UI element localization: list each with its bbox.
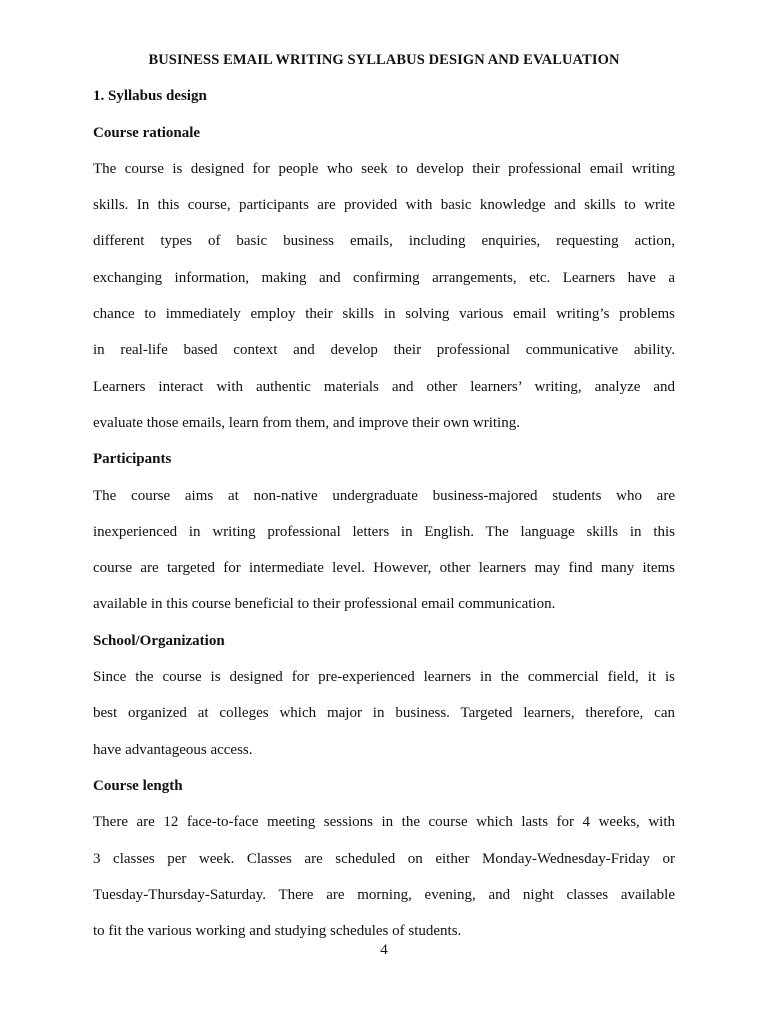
- paragraph-line: in real-life based context and develop their professional communicative ability.: [93, 342, 675, 359]
- paragraph: [93, 804, 675, 949]
- paragraph-line: Learners interact with authentic materials and other learners’ writing, analyze and: [93, 378, 675, 395]
- paragraph-line: evaluate those emails, learn from them, and improve their own writing.: [93, 414, 520, 431]
- page-number: 4: [380, 942, 388, 958]
- paragraph-line: The course aims at non-native undergraduate business-majored students who are: [93, 487, 675, 504]
- paragraph-line: course are targeted for intermediate level. However, other learners may find many items: [93, 560, 675, 577]
- paragraph-line: skills. In this course, participants are provided with basic knowledge and skills to write: [93, 197, 675, 214]
- paragraph-line: inexperienced in writing professional letters in English. The language skills in this: [93, 523, 675, 540]
- paragraph-line: best organized at colleges which major in business. Targeted learners, therefore, can: [93, 705, 675, 722]
- document-title: BUSINESS EMAIL WRITING SYLLABUS DESIGN AND EVALUATION: [148, 52, 620, 68]
- document-page: [93, 42, 675, 949]
- subsection-heading: Participants: [93, 451, 172, 468]
- paragraph-line: Since the course is designed for pre-experienced learners in the commercial field, it is: [93, 669, 675, 686]
- paragraph-line: 3 classes per week. Classes are scheduled on either Monday-Wednesday-Friday or: [93, 850, 675, 867]
- subsection-heading: School/Organization: [93, 632, 225, 649]
- paragraph-line: The course is designed for people who seek to develop their professional email writing: [93, 160, 675, 177]
- paragraph-line: chance to immediately employ their skills in solving various email writing’s problems: [93, 306, 675, 323]
- sections: [93, 115, 675, 950]
- paragraph-line: to fit the various working and studying schedules of students.: [93, 923, 462, 940]
- paragraph: [93, 478, 675, 623]
- paragraph-line: have advantageous access.: [93, 741, 253, 758]
- subsection-heading: Course length: [93, 777, 183, 794]
- subsection-heading: Course rationale: [93, 124, 201, 141]
- paragraph-line: available in this course beneficial to their professional email communication.: [93, 596, 556, 613]
- paragraph: [93, 659, 675, 768]
- paragraph-line: different types of basic business emails, including enquiries, requesting action,: [93, 233, 675, 250]
- section-heading: 1. Syllabus design: [93, 88, 207, 105]
- paragraph-line: exchanging information, making and confirming arrangements, etc. Learners have a: [93, 269, 675, 286]
- paragraph: [93, 151, 675, 441]
- paragraph-line: There are 12 face-to-face meeting sessions in the course which lasts for 4 weeks, with: [93, 814, 675, 831]
- paragraph-line: Tuesday-Thursday-Saturday. There are morning, evening, and night classes available: [93, 886, 675, 903]
